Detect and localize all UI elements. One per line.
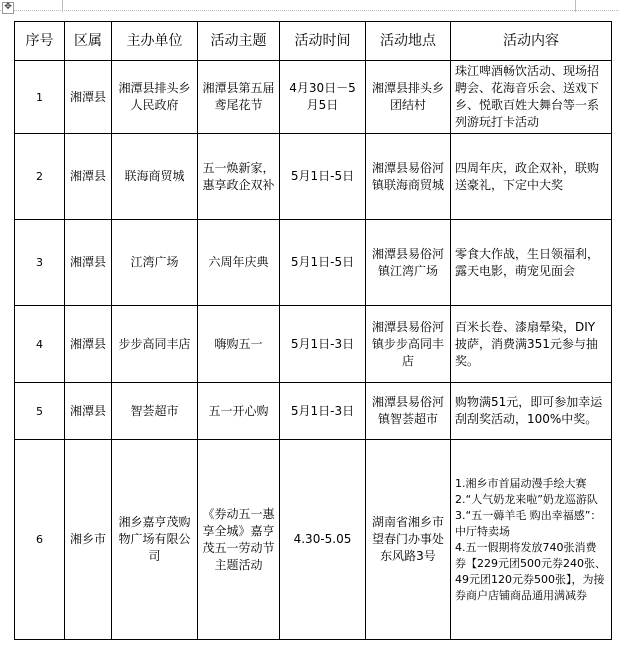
cell-time: 5月1日-5日 <box>280 220 366 306</box>
table-row <box>15 383 612 440</box>
cell-time: 4.30-5.05 <box>280 440 366 640</box>
cell-seq: 3 <box>15 220 65 306</box>
header-district: 区属 <box>65 22 112 61</box>
margin-marker-right <box>575 0 576 12</box>
cell-time: 5月1日-3日 <box>280 383 366 440</box>
cell-theme: 嗨购五一 <box>198 306 280 383</box>
content-list-item: 4.五一假期将发放740张消费券【229元团500元券240张、49元团120元券500张】，为接券商户店铺商品通用满减券 <box>455 540 606 602</box>
move-handle-icon[interactable]: ✥ <box>2 2 14 14</box>
table-row <box>15 61 612 134</box>
header-content: 活动内容 <box>451 22 612 61</box>
content-list-item: 1.湘乡市首届动漫手绘大赛 <box>455 476 587 490</box>
cell-time: 5月1日-5日 <box>280 134 366 220</box>
cell-theme: 五一焕新家，惠享政企双补 <box>198 134 280 220</box>
cell-location: 湘潭县易俗河镇江湾广场 <box>366 220 451 306</box>
cell-theme: 六周年庆典 <box>198 220 280 306</box>
cell-district: 湘潭县 <box>65 306 112 383</box>
cell-district: 湘乡市 <box>65 440 112 640</box>
cell-organizer: 步步高同丰店 <box>112 306 198 383</box>
cell-location: 湘潭县排头乡团结村 <box>366 61 451 134</box>
cell-theme: 湘潭县第五届鸢尾花节 <box>198 61 280 134</box>
cell-seq: 5 <box>15 383 65 440</box>
content-list-item: 2.“人气奶龙来啦”奶龙巡游队 <box>455 492 598 506</box>
margin-marker-left <box>62 0 63 12</box>
table-row <box>15 220 612 306</box>
cell-content: 四周年庆，政企双补，联购送豪礼，下定中大奖 <box>451 134 612 220</box>
cell-district: 湘潭县 <box>65 220 112 306</box>
cell-content: 百米长卷、漆扇晕染，DIY披萨，消费满351元参与抽奖。 <box>451 306 612 383</box>
cell-seq: 6 <box>15 440 65 640</box>
header-time: 活动时间 <box>280 22 366 61</box>
cell-organizer: 湘乡嘉亨茂购物广场有限公司 <box>112 440 198 640</box>
cell-district: 湘潭县 <box>65 61 112 134</box>
activity-table <box>14 21 612 640</box>
cell-location: 湘潭县易俗河镇步步高同丰店 <box>366 306 451 383</box>
cell-district: 湘潭县 <box>65 383 112 440</box>
header-location: 活动地点 <box>366 22 451 61</box>
table-row <box>15 306 612 383</box>
cell-content <box>451 440 612 640</box>
table-row <box>15 440 612 640</box>
content-list-item: 3.“五一薅羊毛 购出幸福感”：中厅特卖场 <box>455 508 602 538</box>
page-boundary-line <box>0 10 619 11</box>
table-row <box>15 134 612 220</box>
cell-content: 购物满51元，即可参加幸运刮刮奖活动，100%中奖。 <box>451 383 612 440</box>
cell-district: 湘潭县 <box>65 134 112 220</box>
cell-location: 湖南省湘乡市望春门办事处东风路3号 <box>366 440 451 640</box>
header-seq: 序号 <box>15 22 65 61</box>
cell-time: 5月1日-3日 <box>280 306 366 383</box>
cell-content: 珠江啤酒畅饮活动、现场招聘会、花海音乐会、送戏下乡、悦歌百姓大舞台等一系列游玩打卡活动 <box>451 61 612 134</box>
cell-location: 湘潭县易俗河镇联海商贸城 <box>366 134 451 220</box>
header-organizer: 主办单位 <box>112 22 198 61</box>
cell-theme: 《券动五一惠享全城》嘉亨茂五一劳动节主题活动 <box>198 440 280 640</box>
cell-organizer: 湘潭县排头乡人民政府 <box>112 61 198 134</box>
cell-organizer: 江湾广场 <box>112 220 198 306</box>
cell-theme: 五一开心购 <box>198 383 280 440</box>
cell-seq: 4 <box>15 306 65 383</box>
cell-seq: 2 <box>15 134 65 220</box>
cell-organizer: 联海商贸城 <box>112 134 198 220</box>
cell-content: 零食大作战，生日领福利，露天电影，萌宠见面会 <box>451 220 612 306</box>
header-row <box>15 22 612 61</box>
header-theme: 活动主题 <box>198 22 280 61</box>
cell-location: 湘潭县易俗河镇智荟超市 <box>366 383 451 440</box>
cell-organizer: 智荟超市 <box>112 383 198 440</box>
cell-time: 4月30日－5月5日 <box>280 61 366 134</box>
cell-seq: 1 <box>15 61 65 134</box>
